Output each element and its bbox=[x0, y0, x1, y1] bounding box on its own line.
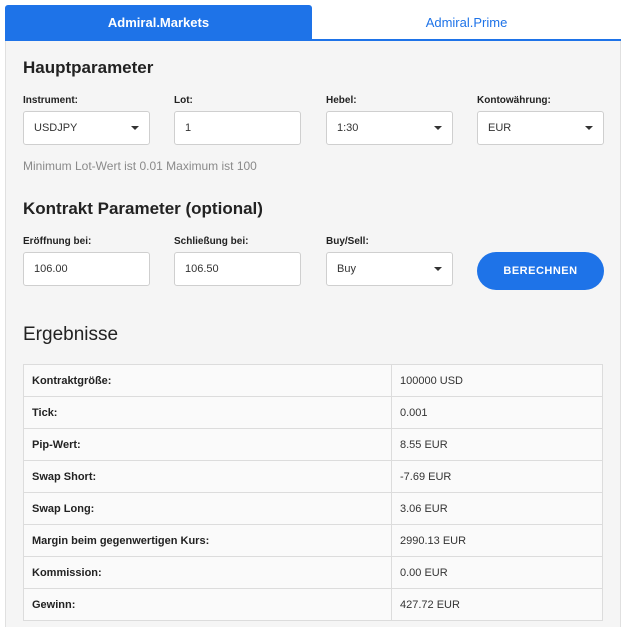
result-key: Swap Long: bbox=[24, 493, 392, 525]
result-key: Kontraktgröße: bbox=[24, 365, 392, 397]
lot-hint: Minimum Lot-Wert ist 0.01 Maximum ist 100 bbox=[23, 159, 257, 173]
tab-admiral-prime[interactable]: Admiral.Prime bbox=[425, 15, 508, 30]
chevron-down-icon bbox=[131, 126, 139, 130]
close-price-value: 106.50 bbox=[185, 263, 219, 275]
close-price-input[interactable] bbox=[174, 252, 301, 286]
result-value: -7.69 EUR bbox=[392, 461, 603, 493]
leverage-label: Hebel: bbox=[326, 95, 357, 106]
result-value: 0.001 bbox=[392, 397, 603, 429]
direction-label: Buy/Sell: bbox=[326, 236, 369, 247]
tab-bar bbox=[5, 5, 621, 41]
currency-value: EUR bbox=[488, 122, 512, 134]
table-row bbox=[24, 429, 603, 461]
direction-value: Buy bbox=[337, 263, 356, 275]
instrument-select[interactable] bbox=[23, 111, 150, 145]
currency-label: Kontowährung: bbox=[477, 95, 551, 106]
tab-admiral-markets[interactable]: Admiral.Markets bbox=[5, 5, 312, 40]
result-key: Gewinn: bbox=[24, 589, 392, 621]
close-label: Schließung bei: bbox=[174, 236, 249, 247]
lot-input[interactable] bbox=[174, 111, 301, 145]
table-row bbox=[24, 365, 603, 397]
result-value: 100000 USD bbox=[392, 365, 603, 397]
result-value: 427.72 EUR bbox=[392, 589, 603, 621]
lot-value: 1 bbox=[185, 122, 192, 134]
result-value: 0.00 EUR bbox=[392, 557, 603, 589]
table-row bbox=[24, 493, 603, 525]
chevron-down-icon bbox=[434, 126, 442, 130]
result-key: Margin beim gegenwertigen Kurs: bbox=[24, 525, 392, 557]
instrument-value: USDJPY bbox=[34, 122, 78, 134]
open-label: Eröffnung bei: bbox=[23, 236, 92, 247]
results-title: Ergebnisse bbox=[23, 324, 119, 345]
table-row bbox=[24, 525, 603, 557]
results-table bbox=[23, 364, 603, 621]
table-row bbox=[24, 557, 603, 589]
result-value: 8.55 EUR bbox=[392, 429, 603, 461]
result-key: Kommission: bbox=[24, 557, 392, 589]
leverage-select[interactable] bbox=[326, 111, 453, 145]
table-row bbox=[24, 589, 603, 621]
table-row bbox=[24, 461, 603, 493]
open-price-input[interactable] bbox=[23, 252, 150, 286]
result-key: Tick: bbox=[24, 397, 392, 429]
currency-select[interactable] bbox=[477, 111, 604, 145]
result-value: 3.06 EUR bbox=[392, 493, 603, 525]
chevron-down-icon bbox=[434, 267, 442, 271]
instrument-label: Instrument: bbox=[23, 95, 78, 106]
main-params-title: Hauptparameter bbox=[23, 58, 154, 77]
contract-params-title: Kontrakt Parameter (optional) bbox=[23, 199, 263, 218]
chevron-down-icon bbox=[585, 126, 593, 130]
result-key: Swap Short: bbox=[24, 461, 392, 493]
result-key: Pip-Wert: bbox=[24, 429, 392, 461]
open-price-value: 106.00 bbox=[34, 263, 68, 275]
calculator-panel bbox=[5, 41, 621, 627]
lot-label: Lot: bbox=[174, 95, 193, 106]
calculate-button[interactable]: BERECHNEN bbox=[477, 252, 604, 290]
table-row bbox=[24, 397, 603, 429]
result-value: 2990.13 EUR bbox=[392, 525, 603, 557]
direction-select[interactable] bbox=[326, 252, 453, 286]
leverage-value: 1:30 bbox=[337, 122, 359, 134]
